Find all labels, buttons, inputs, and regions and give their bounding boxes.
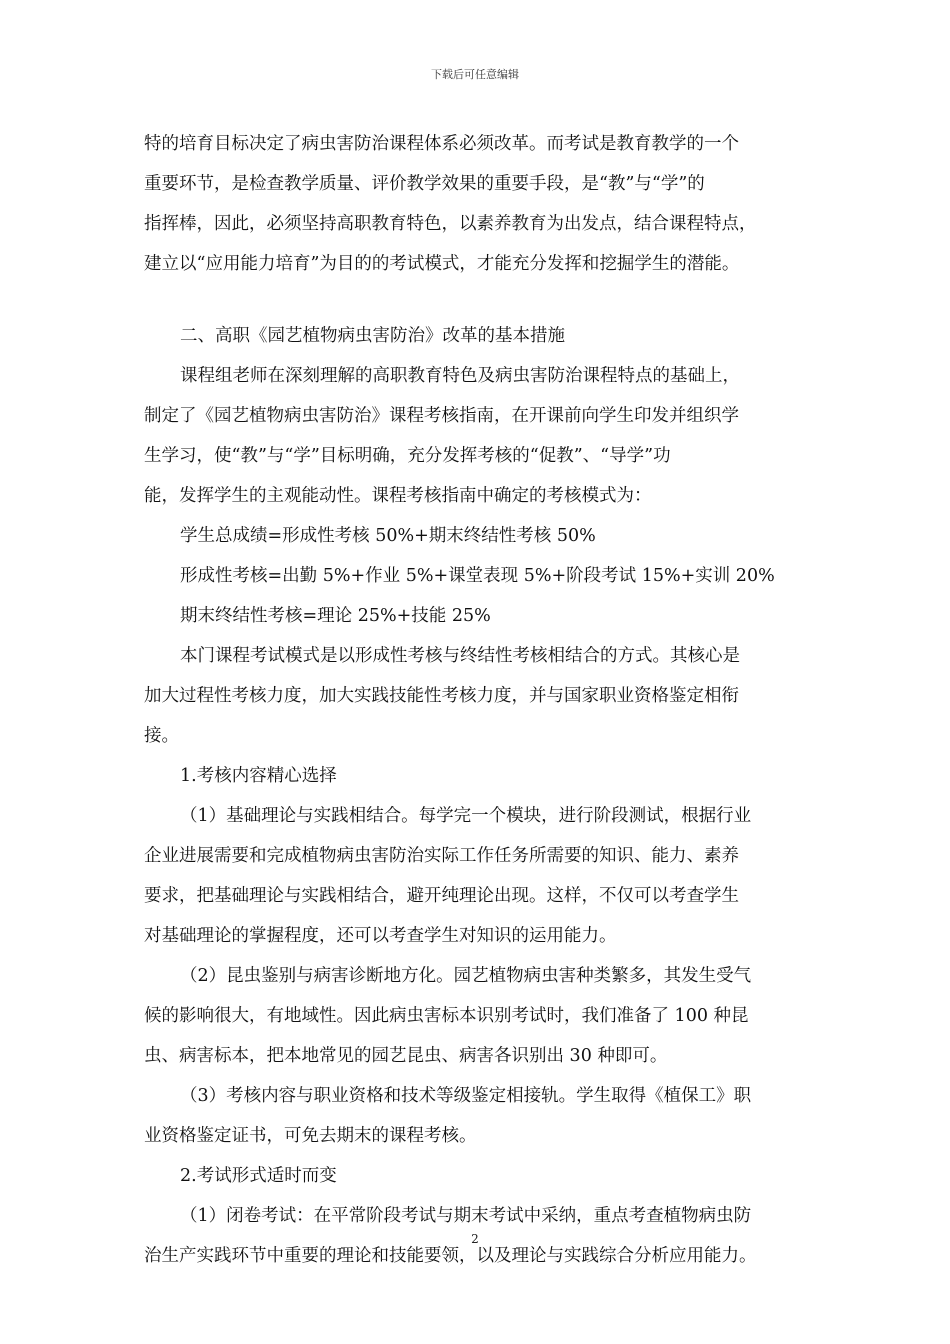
text-line: 制定了《园艺植物病虫害防治》课程考核指南，在开课前向学生印发并组织学	[144, 406, 739, 426]
formula-line: 期末终结性考核=理论 25%+技能 25%	[180, 606, 491, 626]
text-line: （3）考核内容与职业资格和技术等级鉴定相接轨。学生取得《植保工》职	[180, 1086, 752, 1106]
text-line: 特的培育目标决定了病虫害防治课程体系必须改革。而考试是教育教学的一个	[144, 134, 739, 154]
text-line: 加大过程性考核力度，加大实践技能性考核力度，并与国家职业资格鉴定相衔	[144, 686, 739, 706]
text-line: 生学习，使“教”与“学”目标明确，充分发挥考核的“促教”、“导学”功	[144, 446, 671, 466]
text-line: 接。	[144, 726, 179, 746]
text-line: 本门课程考试模式是以形成性考核与终结性考核相结合的方式。其核心是	[180, 646, 740, 666]
text-line: 课程组老师在深刻理解的高职教育特色及病虫害防治课程特点的基础上，	[180, 366, 740, 386]
page-number: 2	[471, 1232, 479, 1246]
text-line: 重要环节，是检查教学质量、评价教学效果的重要手段，是“教”与“学”的	[144, 174, 705, 194]
formula-line: 形成性考核=出勤 5%+作业 5%+课堂表现 5%+阶段考试 15%+实训 20%	[180, 566, 775, 586]
body-text	[144, 124, 824, 1276]
section-heading: 二、高职《园艺植物病虫害防治》改革的基本措施	[180, 326, 565, 346]
text-line: 企业进展需要和完成植物病虫害防治实际工作任务所需要的知识、能力、素养	[144, 846, 739, 866]
text-line: 对基础理论的掌握程度，还可以考查学生对知识的运用能力。	[144, 926, 617, 946]
text-line: （2）昆虫鉴别与病害诊断地方化。园艺植物病虫害种类繁多，其发生受气	[180, 966, 752, 986]
subsection-heading: 1.考核内容精心选择	[180, 766, 337, 786]
text-line: （1）基础理论与实践相结合。每学完一个模块，进行阶段测试，根据行业	[180, 806, 752, 826]
text-line: （1）闭卷考试：在平常阶段考试与期末考试中采纳，重点考查植物病虫防	[180, 1206, 752, 1226]
spacer	[144, 284, 824, 316]
text-line: 指挥棒，因此，必须坚持高职教育特色，以素养教育为出发点，结合课程特点，	[144, 214, 757, 234]
formula-line: 学生总成绩=形成性考核 50%+期末终结性考核 50%	[180, 526, 596, 546]
text-line: 要求，把基础理论与实践相结合，避开纯理论出现。这样，不仅可以考查学生	[144, 886, 739, 906]
text-line: 业资格鉴定证书，可免去期末的课程考核。	[144, 1126, 477, 1146]
text-line: 能，发挥学生的主观能动性。课程考核指南中确定的考核模式为：	[144, 486, 652, 506]
text-line: 建立以“应用能力培育”为目的的考试模式，才能充分发挥和挖掘学生的潜能。	[144, 254, 740, 274]
subsection-heading: 2.考试形式适时而变	[180, 1166, 337, 1186]
page-header: 下载后可任意编辑	[431, 68, 519, 81]
text-line: 候的影响很大，有地域性。因此病虫害标本识别考试时，我们准备了 100 种昆	[144, 1006, 749, 1026]
text-line: 虫、病害标本，把本地常见的园艺昆虫、病害各识别出 30 种即可。	[144, 1046, 668, 1066]
text-line: 治生产实践环节中重要的理论和技能要领，以及理论与实践综合分析应用能力。	[144, 1246, 757, 1266]
